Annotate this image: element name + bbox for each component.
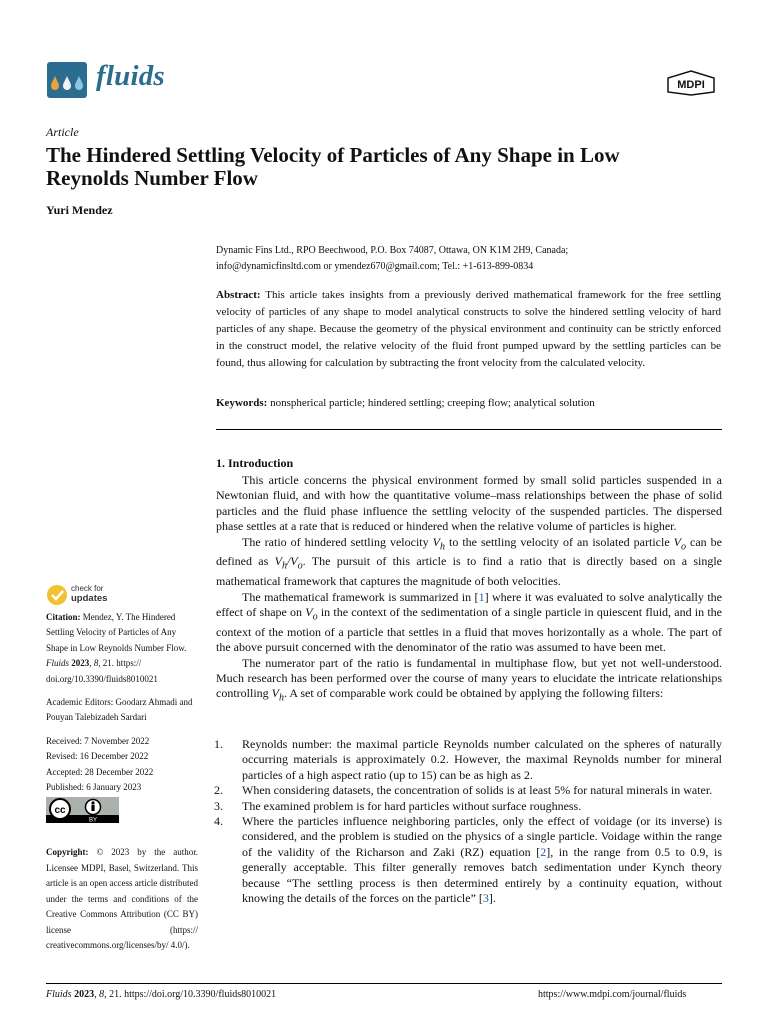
list-item: 4. Where the particles influence neighboring particles, only the effect of voidage (or its inverse) is considered, and the problem is studied on the physics of a single particle. Voidage within the range of the validity of the Richarson and Zaki (RZ) equation [2], in the range from 0.5 to 0.9, is generally acceptable. This filter generally removes batch sedimentation under Kynch theory because “The settling process is then determined entirely by a continuity equation, without knowing the details of the forces on the particle” [3].: [214, 814, 722, 906]
cc-by-license-icon[interactable]: [46, 797, 119, 823]
check-updates-line2: updates: [71, 593, 108, 604]
journal-name: fluids: [96, 60, 165, 92]
check-updates-line1: check for: [71, 584, 104, 593]
publisher-name: MDPI: [677, 79, 705, 91]
list-item: 2. When considering datasets, the concentration of solids is at least 5% for natural minerals in water.: [214, 783, 713, 798]
check-for-updates-button[interactable]: [46, 584, 126, 608]
keywords-text: nonspherical particle; hindered settling; creeping flow; analytical solution: [270, 397, 595, 409]
paragraph: The ratio of hindered settling velocity $V_h$ to the settling velocity of an isolated particle $V_o$ can be defined as $V_h/V_o$. The pursuit of this article is to find a ratio that is directly based on a single mathematical framework that captures the magnitude of both velocities.: [216, 534, 722, 589]
svg-text:cc: cc: [54, 805, 66, 816]
check-updates-icon: [46, 584, 68, 606]
sidebar-info: [46, 610, 198, 953]
paragraph: The numerator part of the ratio is fundamental in multiphase flow, but yet not well-understood. Much research has been performed over the course of many years to elucidate the intricate relationships controlling $V_h$. A set of comparable work could be obtained by applying the following filters:: [216, 655, 722, 704]
fluids-logo-icon: [47, 62, 87, 98]
accepted-date: Accepted: 28 December 2022: [46, 766, 154, 777]
keywords: [216, 396, 721, 411]
copyright: Copyright: © 2023 by the author. Licensee MDPI, Basel, Switzerland. This article is an open access article distributed under the terms and conditions of the Creative Commons Attribution (CC BY) license (https:// creativecommons.org/licenses/by/ 4.0/).: [46, 847, 198, 950]
affiliation-line: Dynamic Fins Ltd., RPO Beechwood, P.O. Box 74087, Ottawa, ON K1M 2H9, Canada;: [216, 245, 569, 256]
paragraph: This article concerns the physical environment formed by small solid particles suspended in a Newtonian fluid, and with how the quantitative volume–mass relationships between the phase of solid particles and the fluid phase influence the settling velocity of the suspended particles. The dispersed phase settles at a rate that is reduced or hindered when the relative volume of particles is higher.: [216, 473, 722, 534]
footer-citation: Fluids 2023, 8, 21. https://doi.org/10.3390/fluids8010021: [46, 989, 277, 1000]
paragraph: The mathematical framework is summarized in [1] where it was evaluated to solve analytically the effect of shape on $V_o$ in the context of the sedimentation of a single particle in quiescent fluid, and in the context of the motion of a particle that settles in a fluid that moves horizontally as a whole. The part of the above pursuit concerned with the denominator of the ratio was assumed to have been met.: [216, 589, 722, 655]
cc-by-label: BY: [88, 817, 98, 823]
article-type: Article: [46, 125, 79, 139]
reference-link[interactable]: 1: [478, 589, 485, 604]
revised-date: Revised: 16 December 2022: [46, 751, 149, 762]
divider: [216, 429, 722, 430]
divider: [46, 983, 722, 984]
published-date: Published: 6 January 2023: [46, 782, 142, 793]
paper-title: The Hindered Settling Velocity of Particles of Any Shape in Low Reynolds Number Flow: [46, 143, 620, 190]
intro-body: [216, 473, 722, 706]
citation: Citation: Mendez, Y. The Hindered Settling Velocity of Particles of Any Shape in Low Reynolds Number Flow. Fluids 2023, 8, 21. https:// doi.org/10.3390/fluids8010021: [46, 612, 187, 684]
mdpi-logo-icon: [666, 70, 716, 96]
abstract-text: This article takes insights from a previously derived mathematical framework for the free settling velocity of particles of any shape to model analytical constructs to solve the hindered settling velocity of hard particles of any shape. Because the geometry of the physical environment and continuity can be strictly enforced in the construct model, the relative velocity of the fluid front pumped upward by the settling particles can be found, thus allowing for calculation by subtracting the front velocity from the calculated velocity.: [216, 289, 721, 369]
journal-url-link[interactable]: https://www.mdpi.com/journal/fluids: [538, 989, 687, 1000]
reference-link[interactable]: 3: [482, 891, 489, 906]
affiliation: [216, 243, 721, 275]
affiliation-contact: info@dynamicfinsltd.com or ymendez670@gmail.com; Tel.: +1-613-899-0834: [216, 261, 534, 272]
author: Yuri Mendez: [46, 203, 113, 217]
list-item: 1. Reynolds number: the maximal particle Reynolds number calculated on the spheres of naturally occurring materials is approximately 0.2. However, the maximal Reynolds number for mineral particles of a high aspect ratio (up to 15) can be as high as 2.: [214, 737, 722, 782]
abstract-label: Abstract:: [216, 289, 261, 301]
keywords-label: Keywords:: [216, 397, 268, 409]
section-heading: 1. Introduction: [216, 456, 294, 470]
reference-link[interactable]: 2: [540, 844, 547, 859]
filter-list: [216, 737, 722, 906]
list-item: 3. The examined problem is for hard particles without surface roughness.: [214, 798, 582, 813]
received-date: Received: 7 November 2022: [46, 735, 150, 746]
abstract: [216, 287, 721, 372]
academic-editors: Academic Editors: Goodarz Ahmadi and Pouyan Talebizadeh Sardari: [46, 697, 193, 723]
